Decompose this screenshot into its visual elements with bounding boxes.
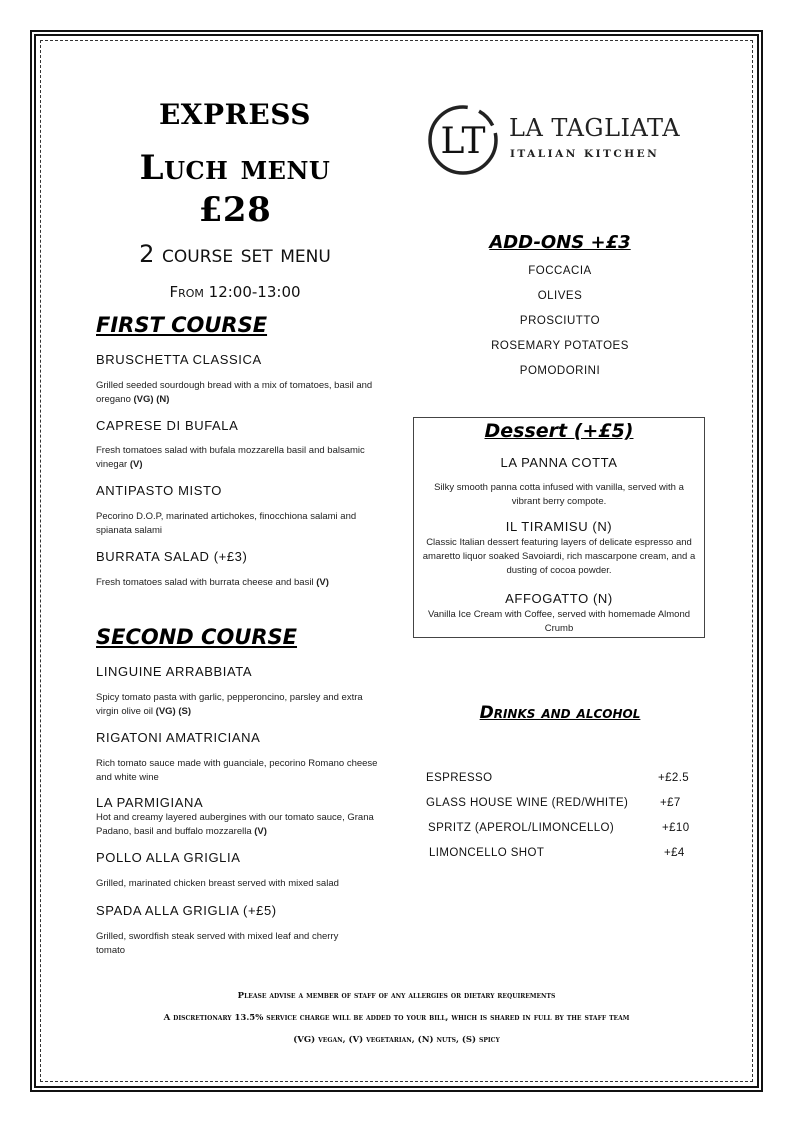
dish-name: LA PARMIGIANA: [96, 795, 204, 810]
dish-name: BRUSCHETTA CLASSICA: [96, 352, 262, 367]
drinks-heading: Drinks and alcohol: [479, 703, 641, 723]
allergy-notice: Please advise a member of staff of any allergies or dietary requirements: [237, 991, 556, 1001]
drink-price: +£10: [662, 822, 690, 834]
drink-name: ESPRESSO: [426, 772, 493, 784]
dish-name: SPADA ALLA GRIGLIA (+£5): [96, 903, 277, 918]
dish-description: Pecorino D.O.P, marinated artichokes, finocchiona salami and spianata salami: [96, 511, 357, 536]
drink-price: +£4: [664, 847, 685, 859]
dish-description: Fresh tomatoes salad with burrata cheese and basil (V): [96, 577, 329, 588]
drink-price: +£2.5: [658, 772, 690, 784]
addons-heading: ADD-ONS +£3: [489, 232, 631, 253]
logo-tagline: ITALIAN KITCHEN: [510, 148, 660, 160]
dish-name: RIGATONI AMATRICIANA: [96, 730, 261, 745]
dish-description: Rich tomato sauce made with guanciale, pecorino Romano cheese and white wine: [96, 758, 378, 783]
dessert-name: IL TIRAMISU (N): [505, 519, 613, 534]
dish-description: Fresh tomatoes salad with bufala mozzarella basil and balsamic vinegar (V): [96, 445, 365, 470]
dessert-name: LA PANNA COTTA: [500, 455, 618, 470]
lunch-menu-heading: Luch menu: [139, 148, 331, 188]
dish-description: Spicy tomato pasta with garlic, pepperoncino, parsley and extra virgin olive oil (VG) (S): [96, 692, 363, 717]
drink-name: SPRITZ (APEROL/LIMONCELLO): [428, 822, 615, 834]
dish-description: Hot and creamy layered aubergines with our tomato sauce, Grana Padano, basil and buffalo mozzarella (V): [96, 812, 374, 837]
dish-description: Grilled, marinated chicken breast served with mixed salad: [96, 878, 339, 889]
first-course-heading: FIRST COURSE: [96, 313, 268, 337]
drink-price: +£7: [660, 797, 681, 809]
dessert-description: Silky smooth panna cotta infused with vanilla, served with a vibrant berry compote.: [434, 482, 684, 507]
dessert-name: AFFOGATTO (N): [505, 591, 613, 606]
dish-name: CAPRESE DI BUFALA: [96, 418, 239, 433]
drink-name: GLASS HOUSE WINE (RED/WHITE): [426, 797, 629, 809]
dessert-description: Classic Italian dessert featuring layers of delicate espresso and amaretto liquor soaked Savoiardi, rich mascarpone cream, and a dusting of cocoa powder.: [422, 537, 696, 576]
addon-item: PROSCIUTTO: [519, 315, 601, 327]
dish-name: ANTIPASTO MISTO: [96, 483, 223, 498]
service-charge-notice: A discretionary 13.5% service charge will be added to your bill, which is shared in full by the staff team: [163, 1013, 630, 1023]
dish-name: LINGUINE ARRABBIATA: [96, 664, 253, 679]
dietary-legend: (VG) vegan, (V) vegetarian, (N) nuts, (S) spicy: [293, 1035, 500, 1045]
dessert-heading: Dessert (+£5): [484, 420, 634, 442]
dish-name: POLLO ALLA GRIGLIA: [96, 850, 241, 865]
logo-name: LA TAGLIATA: [509, 114, 681, 142]
dessert-description: Vanilla Ice Cream with Coffee, served with homemade Almond Crumb: [427, 609, 691, 634]
serving-time: From 12:00-13:00: [169, 283, 301, 301]
set-menu-subtitle: 2 course set menu: [139, 240, 331, 268]
addon-item: OLIVES: [537, 290, 583, 302]
dish-description: Grilled seeded sourdough bread with a mix of tomatoes, basil and oregano (VG) (N): [96, 380, 373, 405]
drink-name: LIMONCELLO SHOT: [429, 847, 545, 859]
dish-name: BURRATA SALAD (+£3): [96, 549, 248, 564]
price-heading: £28: [198, 190, 272, 230]
dish-description: Grilled, swordfish steak served with mixed leaf and cherry tomato: [96, 931, 339, 956]
logo-monogram-text: LT: [440, 121, 486, 162]
addon-item: FOCCACIA: [528, 265, 592, 277]
express-heading: EXPRESS: [158, 98, 312, 131]
addon-item: ROSEMARY POTATOES: [491, 340, 629, 352]
second-course-heading: SECOND COURSE: [96, 625, 298, 649]
addon-item: POMODORINI: [519, 365, 601, 377]
logo-monogram-icon: [426, 103, 500, 177]
